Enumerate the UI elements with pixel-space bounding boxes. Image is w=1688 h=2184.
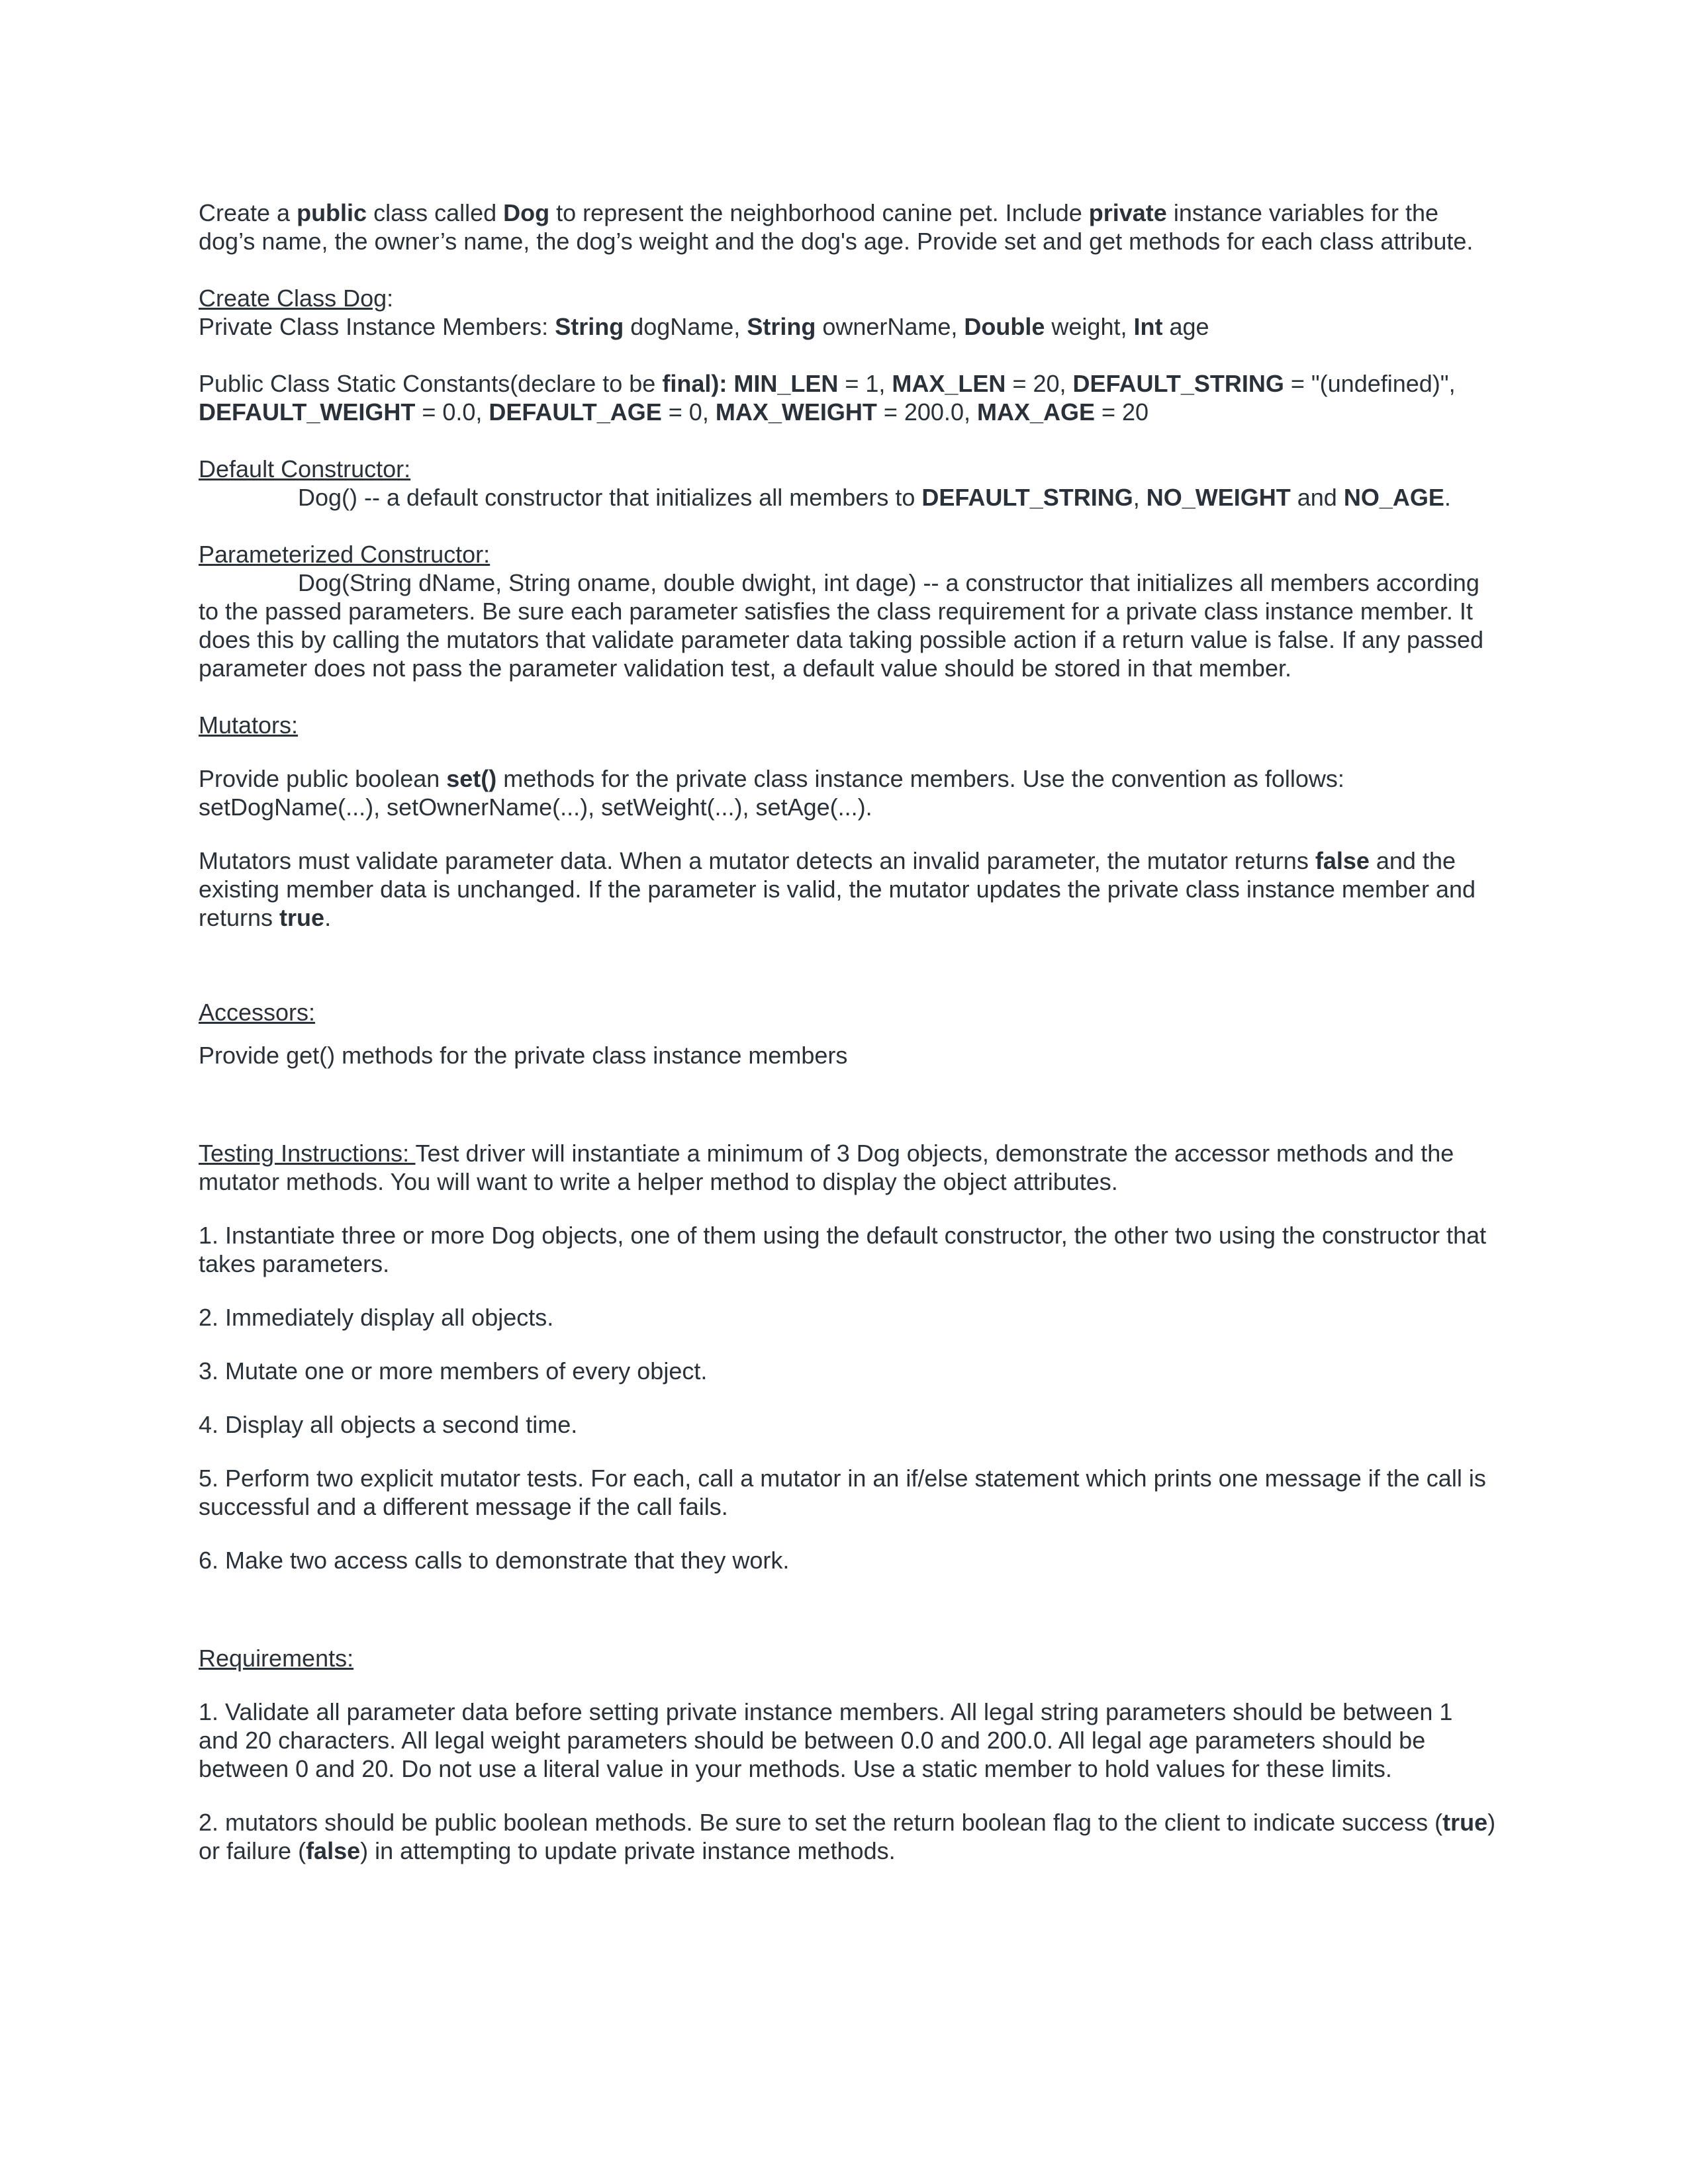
testing-step: 3. Mutate one or more members of every object. — [199, 1357, 708, 1385]
testing-text: Test driver will instantiate a minimum of 3 Dog objects, demonstrate the accessor methods and the mutator methods. You will want to write a helper method to display the object attributes. — [199, 1140, 1454, 1195]
constant-name: DEFAULT_AGE — [489, 398, 662, 426]
method-name: set() — [446, 765, 497, 792]
testing-paragraph — [199, 1139, 1496, 1196]
constant-name: DEFAULT_WEIGHT — [199, 398, 416, 426]
testing-step: 6. Make two access calls to demonstrate that they work. — [199, 1547, 790, 1574]
section-heading: Parameterized Constructor: — [199, 541, 491, 568]
member-name: weight, — [1045, 313, 1134, 340]
constant-name: MAX_AGE — [976, 398, 1095, 426]
type-label: String — [555, 313, 624, 340]
testing-step: 5. Perform two explicit mutator tests. For each, call a mutator in an if/else statement which prints one message if the call is successful and a different message if the call fails. — [199, 1465, 1486, 1520]
constant-name: DEFAULT_STRING — [1072, 370, 1284, 397]
requirements-section — [199, 1644, 1496, 1865]
constants-text: = 1, — [838, 370, 892, 397]
document-page — [199, 199, 1496, 1865]
constant-name: NO_WEIGHT — [1146, 484, 1291, 511]
instance-members-line — [199, 312, 1496, 341]
mutators-heading — [199, 711, 1496, 739]
intro-paragraph — [199, 199, 1496, 255]
member-name: age — [1162, 313, 1209, 340]
intro-bold-private: private — [1088, 199, 1167, 226]
requirement-item — [199, 1808, 1496, 1865]
section-heading: Default Constructor: — [199, 455, 411, 482]
type-label: String — [747, 313, 816, 340]
constant-name: MAX_WEIGHT — [715, 398, 877, 426]
constructor-text: , — [1133, 484, 1147, 511]
param-constructor-text: Dog(String dName, String oname, double dwight, int dage) -- a constructor that initializes all members according to the passed parameters. Be sure each parameter satisfies the class requirement for a private class instance member. It does this by calling the mutators that validate parameter data taking possible action if a return value is false. If any passed parameter does not pass the parameter validation test, a default value should be stored in that member. — [199, 569, 1484, 682]
default-constructor-section — [199, 455, 1496, 512]
members-prefix: Private Class Instance Members: — [199, 313, 555, 340]
intro-bold-public: public — [297, 199, 367, 226]
constructor-text: Dog() -- a default constructor that initializes all members to — [298, 484, 922, 511]
constant-name: MAX_LEN — [892, 370, 1006, 397]
testing-step: 2. Immediately display all objects. — [199, 1304, 554, 1331]
section-heading: Testing Instructions: — [199, 1140, 416, 1167]
constants-text: = 0.0, — [415, 398, 489, 426]
keyword-false: false — [1315, 847, 1370, 874]
intro-text: Create a — [199, 199, 297, 226]
mutators-text: methods for the private class instance members. Use the convention as follows: setDogName(...), setOwnerName(...), setWeight(...), setAge(...). — [199, 765, 1344, 821]
constant-name: DEFAULT_STRING — [921, 484, 1133, 511]
testing-step: 4. Display all objects a second time. — [199, 1411, 578, 1438]
constants-text: = 20, — [1006, 370, 1073, 397]
constants-text: = 20 — [1095, 398, 1149, 426]
constants-text: Public Class Static Constants(declare to be — [199, 370, 663, 397]
type-label: Int — [1133, 313, 1163, 340]
section-heading: Create Class Dog — [199, 285, 387, 312]
mutators-text: . — [324, 904, 332, 931]
member-name: dogName, — [624, 313, 747, 340]
mutators-text: and the existing member data is unchanged. If the parameter is valid, the mutator updates the private class instance member and returns — [199, 847, 1476, 931]
requirement-item: 1. Validate all parameter data before setting private instance members. All legal string parameters should be between 1 and 20 characters. All legal weight parameters should be between 0.0 and 200.0. All legal age parameters should be between 0 and 20. Do not use a literal value in your methods. Use a static member to hold values for these limits. — [199, 1698, 1453, 1782]
default-constructor-heading — [199, 455, 1496, 483]
constructor-text: and — [1290, 484, 1344, 511]
member-name: ownerName, — [816, 313, 964, 340]
intro-text: instance variables for the dog’s name, the owner’s name, the dog’s weight and the dog's age. Provide set and get methods for each class attribute. — [199, 199, 1474, 255]
mutators-paragraph-2 — [199, 846, 1496, 932]
keyword-false: false — [306, 1837, 361, 1864]
mutators-section — [199, 711, 1496, 932]
requirement-text: 2. mutators should be public boolean methods. Be sure to set the return boolean flag to the client to indicate success ( — [199, 1809, 1443, 1836]
requirements-heading — [199, 1644, 1496, 1672]
constant-name: final): MIN_LEN — [662, 370, 839, 397]
intro-bold-dog: Dog — [503, 199, 550, 226]
constants-text: = 200.0, — [876, 398, 977, 426]
mutators-text: Mutators must validate parameter data. When a mutator detects an invalid parameter, the mutator returns — [199, 847, 1315, 874]
intro-text: to represent the neighborhood canine pet. Include — [549, 199, 1089, 226]
testing-section — [199, 1139, 1496, 1574]
constants-text: = 0, — [661, 398, 716, 426]
section-heading: Requirements: — [199, 1645, 354, 1672]
default-constructor-text — [199, 483, 1496, 512]
requirement-text: ) or failure ( — [199, 1809, 1496, 1864]
mutators-text: Provide public boolean — [199, 765, 447, 792]
requirement-text: ) in attempting to update private instance methods. — [360, 1837, 896, 1864]
section-heading: Accessors: — [199, 999, 316, 1026]
accessors-section — [199, 998, 1496, 1069]
section-heading: Mutators: — [199, 711, 299, 739]
create-class-section — [199, 284, 1496, 341]
type-label: Double — [964, 313, 1045, 340]
constant-name: NO_AGE — [1343, 484, 1444, 511]
accessors-text: Provide get() methods for the private class instance members — [199, 1042, 848, 1069]
keyword-true: true — [279, 904, 325, 931]
intro-text: class called — [367, 199, 504, 226]
mutators-paragraph-1 — [199, 764, 1496, 821]
keyword-true: true — [1442, 1809, 1488, 1836]
create-class-heading — [199, 284, 1496, 312]
constructor-text: . — [1444, 484, 1451, 511]
param-constructor-heading — [199, 540, 1496, 569]
testing-step: 1. Instantiate three or more Dog objects, one of them using the default constructor, the other two using the constructor that takes parameters. — [199, 1222, 1487, 1277]
constants-text: = "(undefined)", — [1284, 370, 1456, 397]
heading-colon: : — [387, 285, 394, 312]
accessors-heading — [199, 998, 1496, 1026]
param-constructor-section — [199, 540, 1496, 682]
constants-paragraph — [199, 369, 1496, 426]
